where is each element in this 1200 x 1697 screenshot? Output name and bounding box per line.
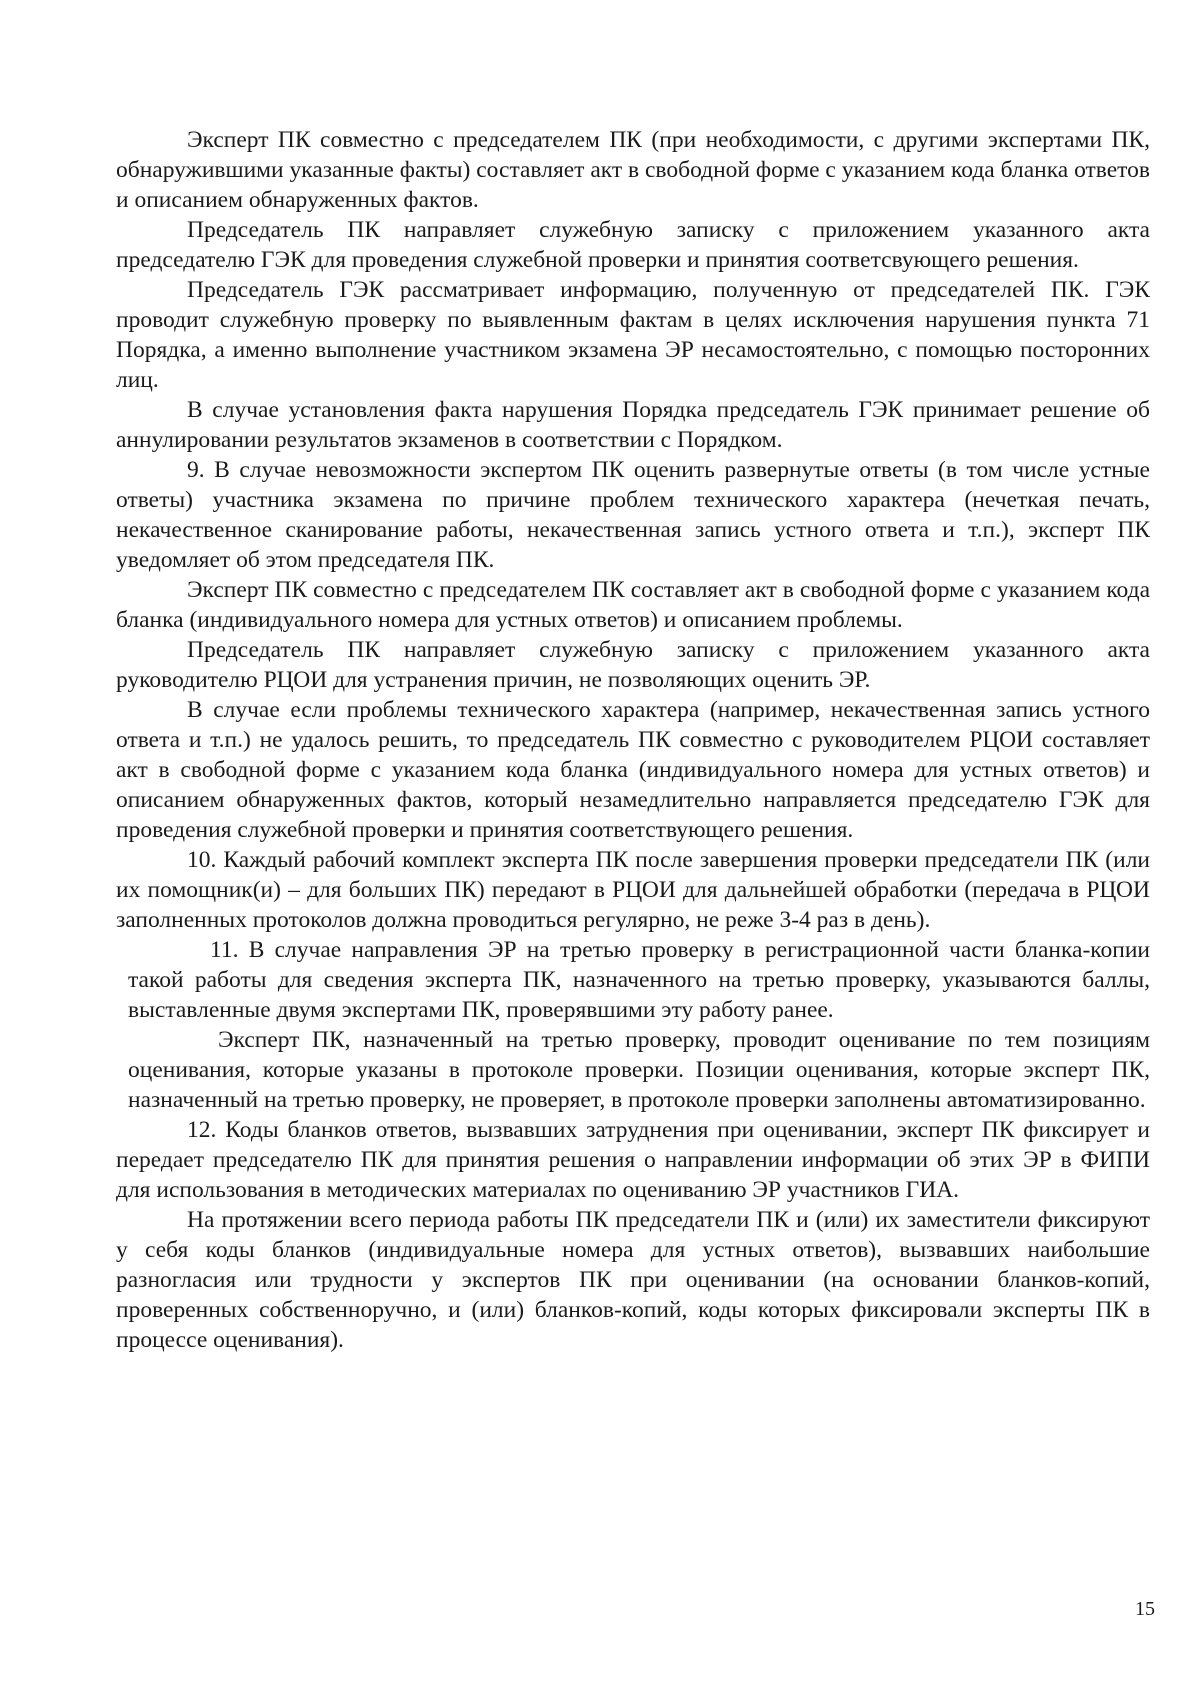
paragraph-disagreements: На протяжении всего периода работы ПК председатели ПК и (или) их заместители фиксируют у себя коды бланков (индивидуальные номера для устных ответов), вызвавших наибольшие разногласия или трудности у экспертов ПК при оценивании (на основании бланков-копий, проверенных собственноручно, и (или) бланков-копий, коды которых фиксировали эксперты ПК в процессе оценивания).: [116, 1207, 1150, 1353]
page-number: 15: [1135, 1598, 1155, 1620]
paragraph-unresolved-problems: В случае если проблемы технического характера (например, некачественная запись устного ответа и т.п.) не удалось решить, то председатель ПК совместно с руководителем РЦОИ составляет акт в свободной форме с указанием кода бланка (индивидуального номера для устных ответов) и описанием обнаруженных фактов, который незамедлительно направляется председателю ГЭК для проведения служебной проверки и принятия соответствующего решения.: [116, 697, 1150, 843]
paragraph-gek-review: Председатель ГЭК рассматривает информацию, полученную от председателей ПК. ГЭК проводит служебную проверку по выявленным фактам в целях исключения нарушения пункта 71 Порядка, а именно выполнение участником экзамена ЭР несамостоятельно, с помощью посторонних лиц.: [116, 277, 1150, 393]
paragraph-memo-to-gek: Председатель ПК направляет служебную записку с приложением указанного акта председателю ГЭК для проведения служебной проверки и принятия соответсвующего решения.: [116, 217, 1150, 273]
paragraph-third-check: Эксперт ПК, назначенный на третью проверку, проводит оценивание по тем позициям оценивания, которые указаны в протоколе проверки. Позиции оценивания, которые эксперт ПК, назначенный на третью проверку, не проверяет, в протоколе проверки заполнены автоматизированно.: [128, 1027, 1150, 1113]
paragraph-item-9: 9. В случае невозможности экспертом ПК оценить развернутые ответы (в том числе устные ответы) участника экзамена по причине проблем технического характера (нечеткая печать, некачественное сканирование работы, некачественная запись устного ответа и т.п.), эксперт ПК уведомляет об этом председателя ПК.: [116, 457, 1150, 573]
paragraph-item-10: 10. Каждый рабочий комплект эксперта ПК после завершения проверки председатели ПК (или их помощник(и) – для больших ПК) передают в РЦОИ для дальнейшей обработки (передача в РЦОИ заполненных протоколов должна проводиться регулярно, не реже 3-4 раз в день).: [116, 847, 1150, 933]
paragraph-problem-act: Эксперт ПК совместно с председателем ПК составляет акт в свободной форме с указанием кода бланка (индивидуального номера для устных ответов) и описанием проблемы.: [116, 577, 1150, 633]
document-body: [116, 125, 1150, 1355]
paragraph-expert-act: Эксперт ПК совместно с председателем ПК (при необходимости, с другими экспертами ПК, обнаружившими указанные факты) составляет акт в свободной форме с указанием кода бланка ответов и описанием обнаруженных фактов.: [116, 127, 1150, 213]
paragraph-annulment: В случае установления факта нарушения Порядка председатель ГЭК принимает решение об аннулировании результатов экзаменов в соответствии с Порядком.: [116, 397, 1150, 453]
paragraph-memo-to-rcoi: Председатель ПК направляет служебную записку с приложением указанного акта руководителю РЦОИ для устранения причин, не позволяющих оценить ЭР.: [116, 637, 1150, 693]
paragraph-item-11: 11. В случае направления ЭР на третью проверку в регистрационной части бланка-копии такой работы для сведения эксперта ПК, назначенного на третью проверку, указываются баллы, выставленные двумя экспертами ПК, проверявшими эту работу ранее.: [128, 937, 1150, 1023]
paragraph-item-12: 12. Коды бланков ответов, вызвавших затруднения при оценивании, эксперт ПК фиксирует и передает председателю ПК для принятия решения о направлении информации об этих ЭР в ФИПИ для использования в методических материалах по оцениванию ЭР участников ГИА.: [116, 1117, 1150, 1203]
